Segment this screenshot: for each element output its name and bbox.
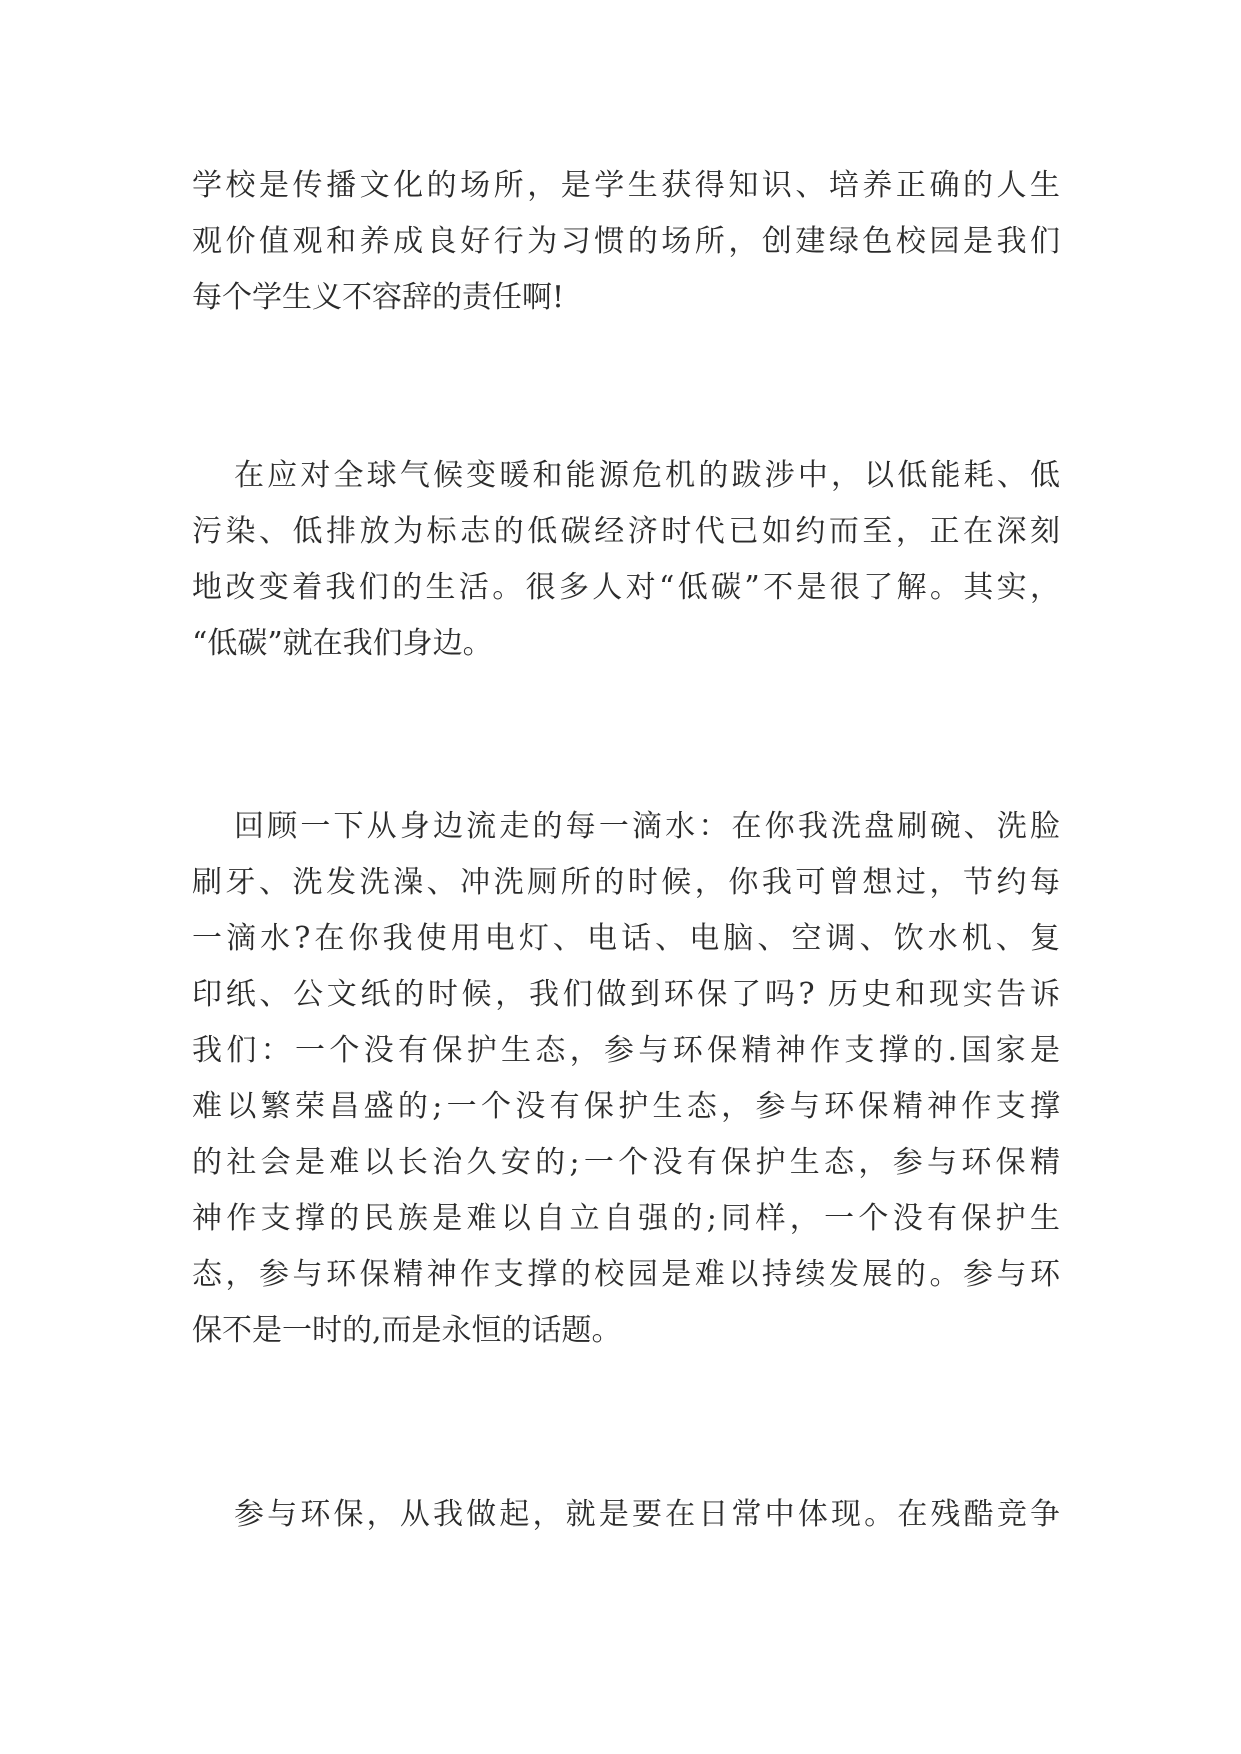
text-line: 印纸、公文纸的时候，我们做到环保了吗? 历史和现实告诉 — [192, 977, 1060, 1012]
text-line: 难以繁荣昌盛的;一个没有保护生态，参与环保精神作支撑 — [192, 1089, 1060, 1124]
text-line: “低碳”就在我们身边。 — [192, 626, 493, 661]
text-line: 在应对全球气候变暖和能源危机的跋涉中，以低能耗、低 — [234, 458, 1060, 493]
text-line: 回顾一下从身边流走的每一滴水：在你我洗盘刷碗、洗脸 — [234, 809, 1060, 844]
text-line: 地改变着我们的生活。很多人对“低碳”不是很了解。其实， — [192, 570, 1060, 605]
text-line: 参与环保，从我做起，就是要在日常中体现。在残酷竞争 — [234, 1497, 1060, 1532]
text-line: 学校是传播文化的场所，是学生获得知识、培养正确的人生 — [192, 168, 1060, 203]
paragraph-save-water — [192, 799, 1060, 1359]
paragraph-green-campus — [192, 158, 1060, 326]
text-line: 我们：一个没有保护生态，参与环保精神作支撑的.国家是 — [192, 1033, 1060, 1068]
text-line: 污染、低排放为标志的低碳经济时代已如约而至，正在深刻 — [192, 514, 1060, 549]
paragraph-low-carbon — [192, 448, 1060, 672]
text-line: 保不是一时的,而是永恒的话题。 — [192, 1313, 622, 1348]
paragraph-start-with-me — [192, 1487, 1060, 1543]
text-line: 的社会是难以长治久安的;一个没有保护生态，参与环保精 — [192, 1145, 1060, 1180]
text-line: 每个学生义不容辞的责任啊! — [192, 280, 565, 315]
text-line: 观价值观和养成良好行为习惯的场所，创建绿色校园是我们 — [192, 224, 1060, 259]
text-line: 神作支撑的民族是难以自立自强的;同样，一个没有保护生 — [192, 1201, 1060, 1236]
text-line: 态，参与环保精神作支撑的校园是难以持续发展的。参与环 — [192, 1257, 1060, 1292]
text-line: 刷牙、洗发洗澡、冲洗厕所的时候，你我可曾想过，节约每 — [192, 865, 1060, 900]
text-line: 一滴水?在你我使用电灯、电话、电脑、空调、饮水机、复 — [192, 921, 1060, 956]
